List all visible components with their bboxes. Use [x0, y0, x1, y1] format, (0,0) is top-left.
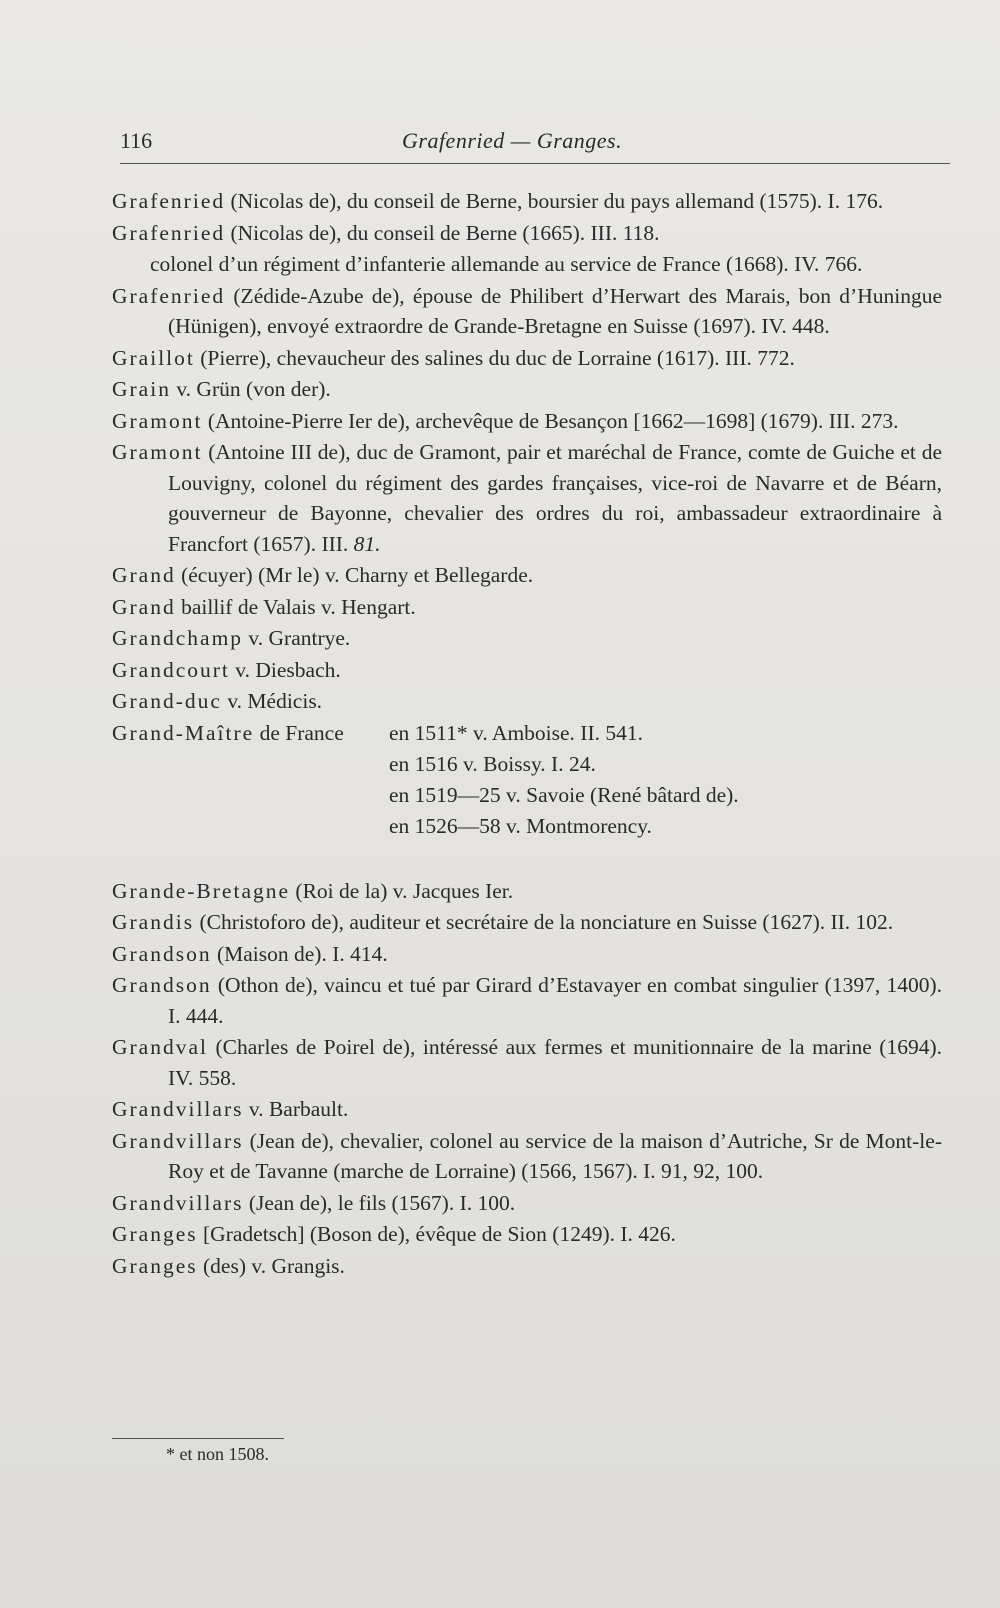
- index-entry: [112, 343, 942, 374]
- entry-text: (des) v. Grangis.: [197, 1253, 345, 1278]
- grand-maitre-line: en 1519—25 v. Savoie (René bâtard de).: [389, 782, 739, 807]
- entry-text: (Jean de), chevalier, colonel au service de la maison d’Autriche, Sr de Mont-le-Roy et de Tavanne (marche de Lorraine) (1566, 1567). I. 91, 92, 100.: [168, 1128, 942, 1183]
- headword: Grand-duc: [112, 689, 222, 713]
- headword: Granges: [112, 1253, 198, 1278]
- grand-maitre-line: en 1511* v. Amboise. II. 541.: [389, 720, 643, 745]
- index-entries: [112, 186, 942, 1282]
- footnote-rule: [112, 1438, 284, 1439]
- entry-text: v. Médicis.: [221, 689, 323, 713]
- headword: Grandcourt: [112, 657, 230, 682]
- index-entry: [112, 1126, 942, 1187]
- index-entry: [112, 623, 942, 654]
- index-entry: [112, 1032, 942, 1093]
- headword: Grafenried: [112, 283, 226, 308]
- index-entry: [112, 592, 942, 623]
- headword: Granges: [112, 1222, 198, 1246]
- grand-maitre-line: en 1516 v. Boissy. I. 24.: [389, 751, 596, 776]
- headword: Gramont: [112, 408, 203, 433]
- entry-text: v. Barbault.: [243, 1097, 349, 1121]
- entry-text: v. Grün (von der).: [170, 377, 331, 401]
- index-entry: [112, 655, 942, 686]
- headword: Grandvillars: [112, 1128, 244, 1153]
- index-entry: [112, 1219, 942, 1250]
- headword: Grain: [112, 377, 171, 401]
- entry-text: baillif de Valais v. Hengart.: [175, 594, 416, 619]
- entry-text: v. Grantrye.: [243, 626, 351, 650]
- headword: Grafenried: [112, 189, 226, 213]
- index-entry: [112, 560, 942, 591]
- index-entry: [112, 907, 942, 938]
- index-entry: [112, 218, 942, 249]
- headword: Grafenried: [112, 220, 226, 245]
- headword: Graillot: [112, 345, 195, 370]
- headword: Grandvillars: [112, 1190, 244, 1215]
- entry-text: (Nicolas de), du conseil de Berne (1665). III. 118.: [225, 220, 660, 245]
- headword: Grand-Maître: [112, 720, 255, 745]
- index-entry: [112, 686, 942, 717]
- headword: Grand: [112, 563, 176, 587]
- headword: Grandval: [112, 1035, 208, 1059]
- headword: Grandchamp: [112, 626, 244, 650]
- index-entry: [112, 876, 942, 907]
- entry-text: v. Diesbach.: [229, 657, 341, 682]
- entry-text: (Zédide-Azube de), épouse de Philibert d’Herwart des Marais, bon d’Huningue (Hünigen), envoyé extraordre de Grande-Bretagne en Suisse (1697). IV. 448.: [168, 283, 942, 338]
- header-rule: [120, 163, 950, 164]
- headword: Grand: [112, 594, 176, 619]
- entry-text: (Charles de Poirel de), intéressé aux fermes et munitionnaire de la marine (1694). IV. 558.: [168, 1035, 942, 1090]
- entry-text: (Christoforo de), auditeur et secrétaire de la nonciature en Suisse (1627). II. 102.: [194, 910, 894, 934]
- headword: Grandis: [112, 910, 195, 934]
- headword: Grandson: [112, 973, 212, 997]
- page-header: [120, 124, 950, 160]
- index-entry: [112, 1094, 942, 1125]
- italic-reference: 81.: [353, 531, 381, 556]
- entry-text: (Nicolas de), du conseil de Berne, boursier du pays allemand (1575). I. 176.: [225, 189, 884, 213]
- index-entry: [112, 374, 942, 405]
- entry-text: (Antoine III de), duc de Gramont, pair et maréchal de France, comte de Guiche et de Louvigny, colonel du régiment des gardes françaises, vice-roi de Navarre et de Béarn, gouverneur de Bayonne, chevalier des ordres du roi, ambassadeur extraordinaire à Francfort (1657). III.: [168, 440, 942, 556]
- entry-text: (Pierre), chevaucheur des salines du duc de Lorraine (1617). III. 772.: [194, 345, 795, 370]
- entry-text: (Maison de). I. 414.: [211, 941, 388, 966]
- grand-maitre-line: en 1526—58 v. Montmorency.: [389, 813, 652, 838]
- entry-text: (Roi de la) v. Jacques Ier.: [290, 878, 514, 903]
- headword: Grandvillars: [112, 1097, 244, 1121]
- headword: Grandson: [112, 941, 212, 966]
- grand-maitre-entry: [112, 718, 942, 876]
- index-entry: [112, 970, 942, 1031]
- headword: Grande-Bretagne: [112, 878, 291, 903]
- headword: Gramont: [112, 440, 203, 464]
- index-entry: [112, 1188, 942, 1219]
- entry-text: (écuyer) (Mr le) v. Charny et Bellegarde.: [175, 563, 534, 587]
- entry-text: (Antoine-Pierre Ier de), archevêque de Besançon [1662—1698] (1679). III. 273.: [202, 408, 899, 433]
- index-entry: [112, 939, 942, 970]
- entry-text: colonel d’un régiment d’infanterie allemande au service de France (1668). IV. 766.: [150, 252, 863, 276]
- index-subentry: [112, 249, 942, 280]
- index-entry: [112, 1251, 942, 1282]
- entry-text: [Gradetsch] (Boson de), évêque de Sion (1249). I. 426.: [197, 1222, 676, 1246]
- entry-text: (Othon de), vaincu et tué par Girard d’Estavayer en combat singulier (1397, 1400). I. 444.: [168, 973, 942, 1028]
- page-number: 116: [120, 128, 153, 153]
- index-entry: [112, 437, 942, 559]
- index-entry: [112, 406, 942, 437]
- entry-text: (Jean de), le fils (1567). I. 100.: [243, 1190, 516, 1215]
- grand-maitre-head: [112, 718, 344, 749]
- entry-text: de France: [254, 720, 344, 745]
- footnote: * et non 1508.: [166, 1444, 269, 1464]
- index-entry: [112, 281, 942, 342]
- running-title: Grafenried — Granges.: [402, 128, 623, 153]
- index-entry: [112, 186, 942, 217]
